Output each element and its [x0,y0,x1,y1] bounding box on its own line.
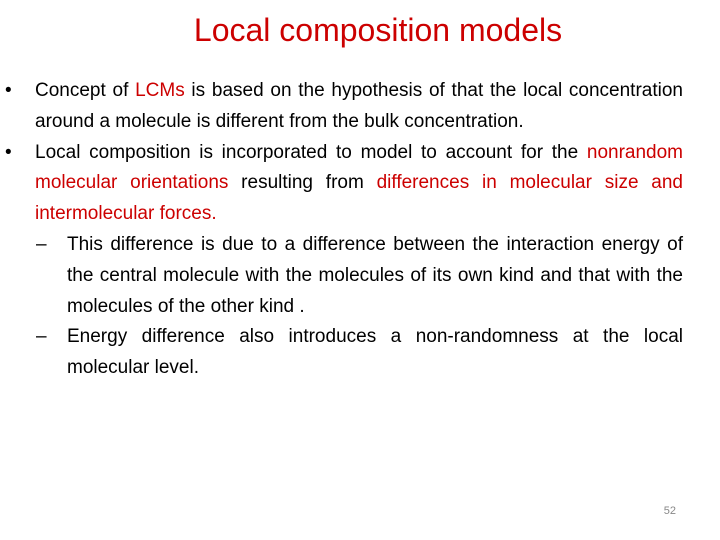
sub-bullet-text: Energy difference also introduces a non-randomness at the local molecular level. [67,326,683,379]
highlight-differences: differences in molecular size and intermolecular forces. [35,172,684,225]
sub-bullet-interaction-energy [36,230,683,322]
slide-title: Local composition models [193,12,563,48]
highlight-nonrandom-orientations: nonrandom molecular orientations [35,141,683,194]
bullet-text: is based on the hypothesis of that the local concentration around a molecule is different from the bulk concentration. [35,80,683,132]
sub-bullet-non-randomness [36,322,683,384]
sub-bullet-text: This difference is due to a difference between the interaction energy of the central molecule with the molecules of its own kind and that with the molecules of the other kind . [67,233,683,317]
highlight-lcms: LCMs [135,80,185,101]
bullet-text: resulting from [228,172,377,194]
bullet-marker: • [5,141,12,163]
slide-number: 52 [663,505,676,517]
dash-marker: – [36,233,47,255]
bullet-text: Concept of [35,80,136,101]
bullet-item-local-composition [5,138,684,230]
bullet-marker: • [5,80,12,101]
bullet-list [0,76,720,384]
bullet-item-lcm-concept [5,76,683,138]
bullet-text: Local composition is incorporated to model to account for the [35,141,587,163]
dash-marker: – [36,326,47,348]
